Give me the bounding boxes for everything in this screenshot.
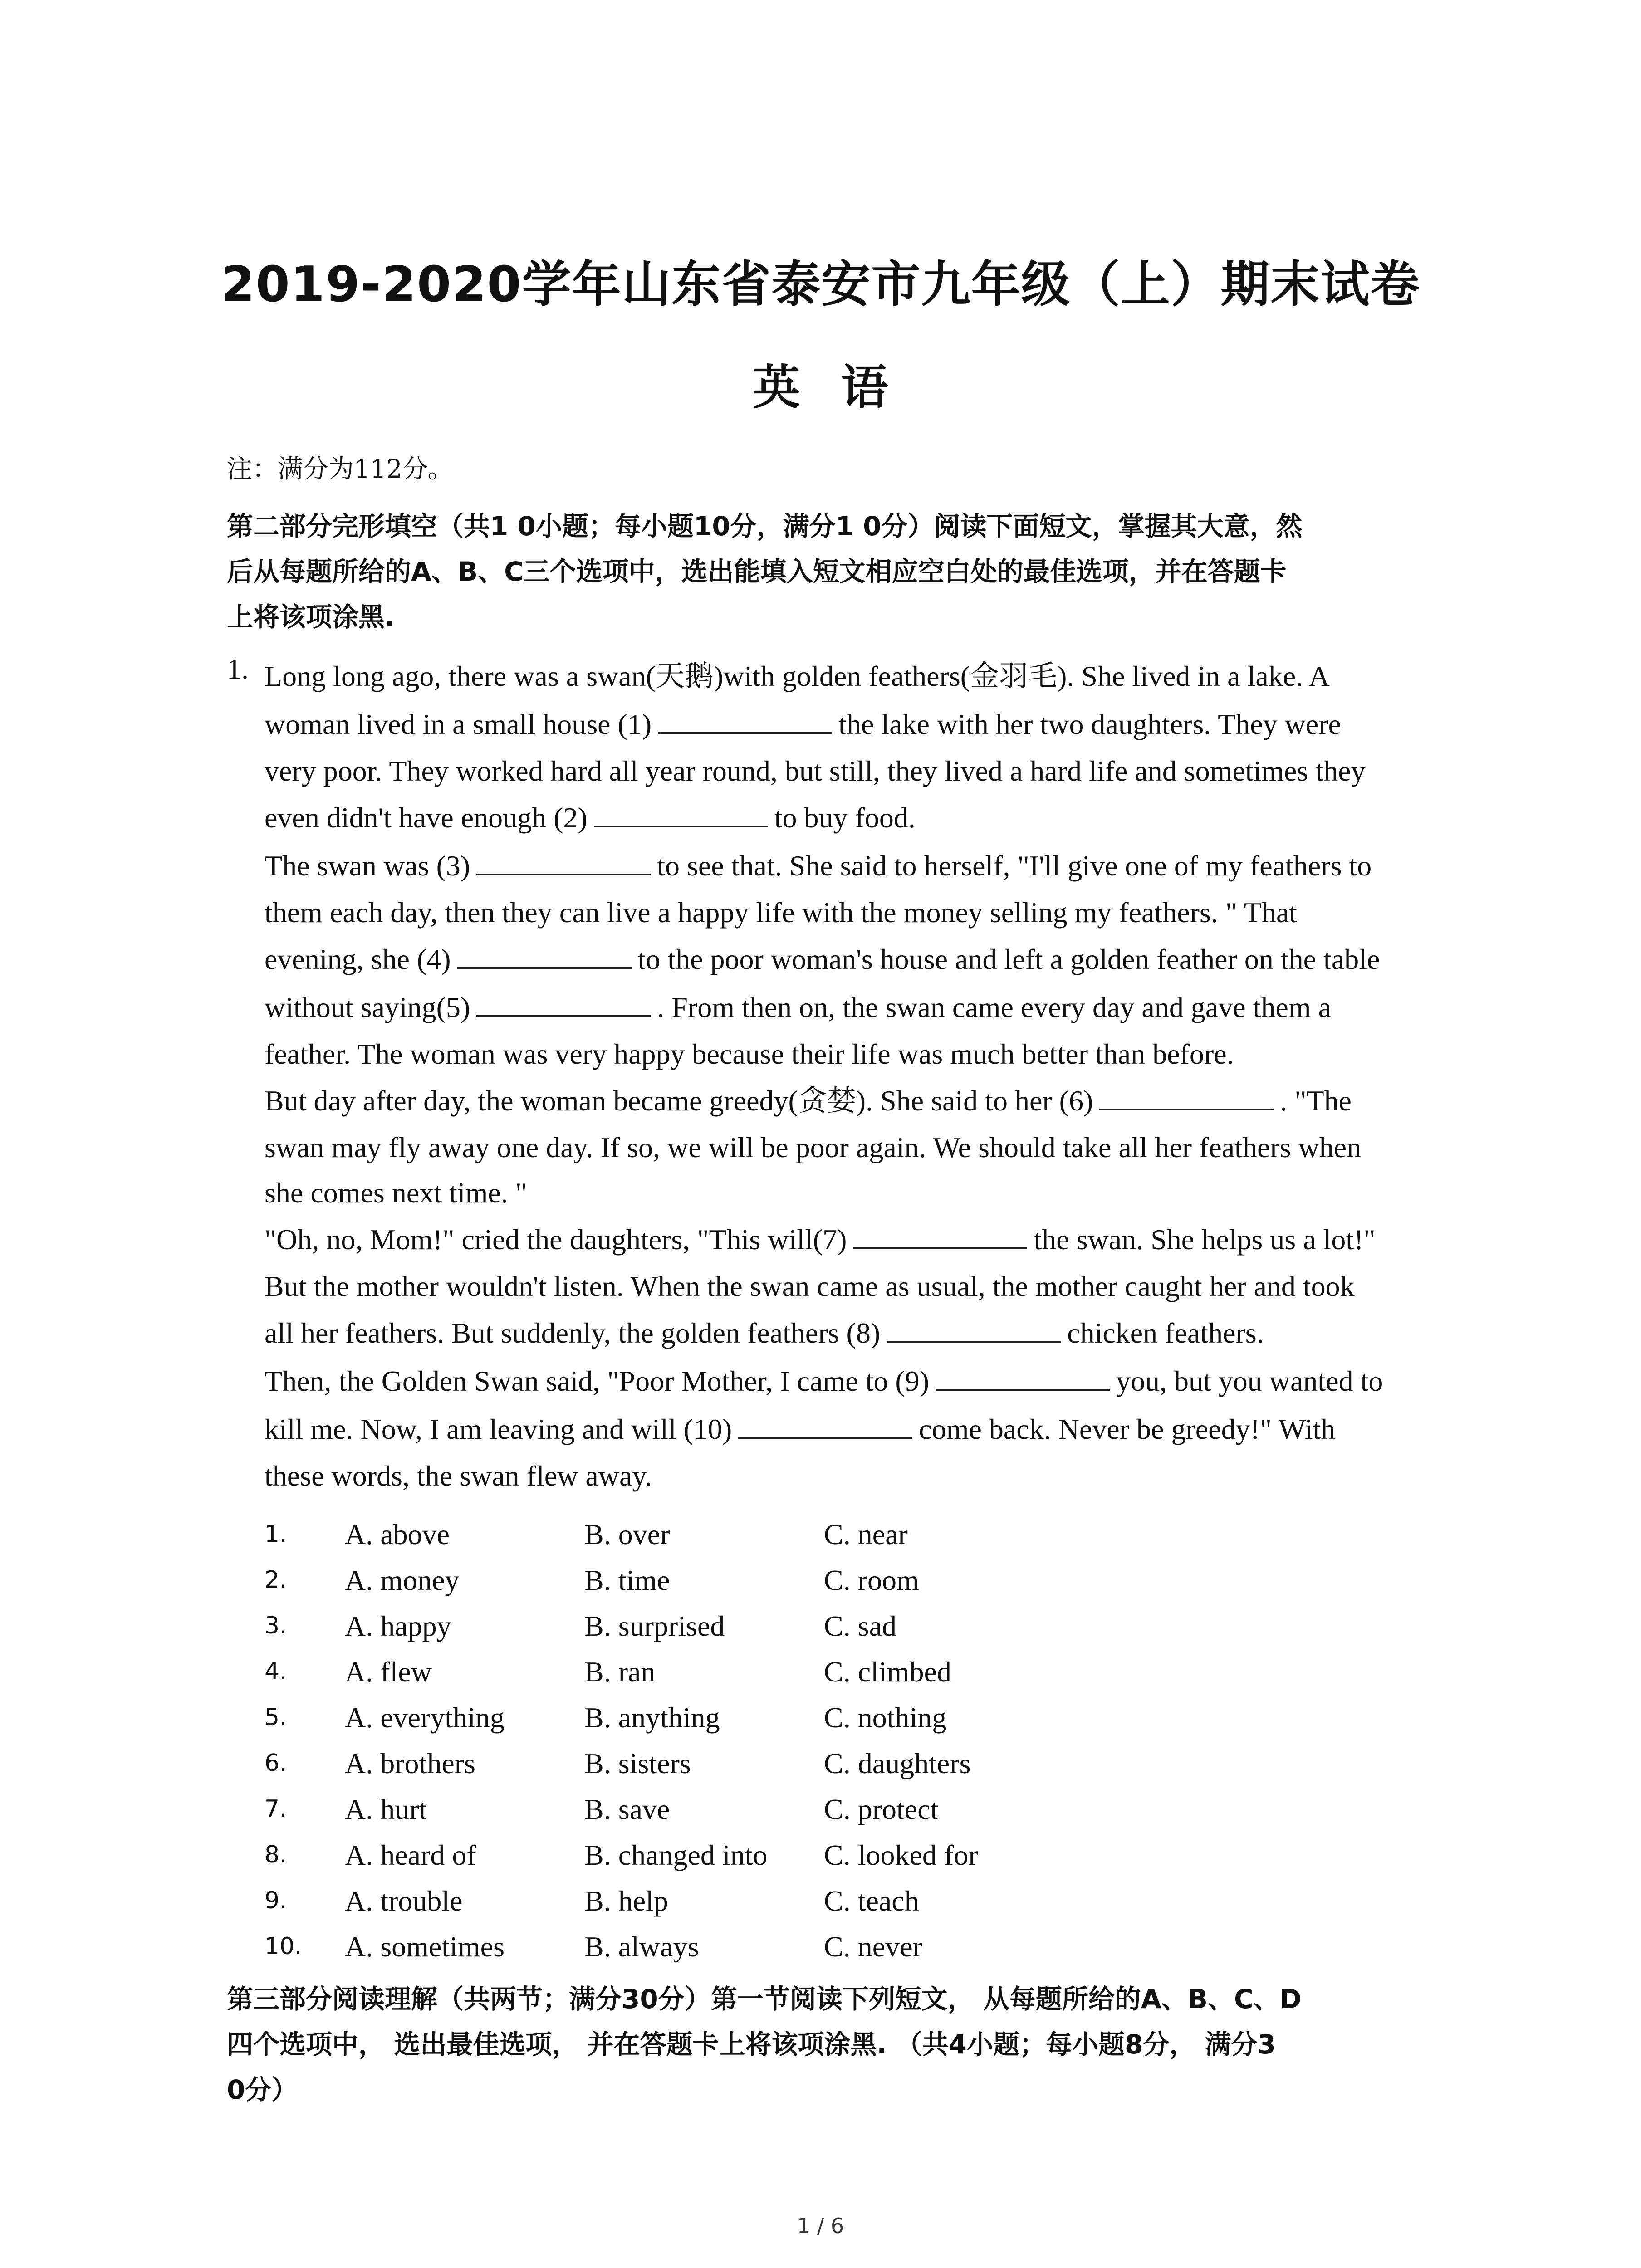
passage-text: without saying(5) xyxy=(265,991,470,1023)
option-choice-a: A. money xyxy=(345,1564,460,1596)
option-choice-a: A. trouble xyxy=(345,1885,463,1917)
passage-line xyxy=(265,1264,1444,1309)
passage-text: Then, the Golden Swan said, "Poor Mother, I came to (9) xyxy=(265,1365,929,1397)
passage-text: "Oh, no, Mom!" cried the daughters, "This will(7) xyxy=(265,1223,847,1256)
section-2-instructions xyxy=(227,503,1434,640)
option-choice-c: C. protect xyxy=(824,1793,939,1825)
option-choice-b: B. surprised xyxy=(584,1610,725,1642)
passage-line xyxy=(265,1309,1444,1357)
answer-blank xyxy=(658,705,832,734)
option-choice-c: C. nothing xyxy=(824,1701,947,1734)
passage-text: them each day, then they can live a happy life with the money selling my feathers. " That xyxy=(265,896,1298,929)
passage-line xyxy=(265,842,1444,890)
option-choice-b: B. time xyxy=(584,1564,670,1596)
option-choice-c: C. daughters xyxy=(824,1747,971,1779)
answer-blank xyxy=(457,940,632,969)
option-choice-c: C. teach xyxy=(824,1885,919,1917)
instruction-line: 上将该项涂黑. xyxy=(227,601,395,632)
answer-options xyxy=(265,1518,1399,1976)
passage-line xyxy=(265,794,1444,842)
option-number: 4. xyxy=(265,1658,287,1685)
passage-line xyxy=(265,1170,1444,1216)
option-choice-c: C. never xyxy=(824,1931,922,1963)
passage-text: . From then on, the swan came every day and gave them a xyxy=(657,991,1331,1023)
passage-text: these words, the swan flew away. xyxy=(265,1460,652,1492)
option-choice-c: C. room xyxy=(824,1564,919,1596)
answer-blank xyxy=(887,1314,1061,1343)
passage-text: But day after day, the woman became greedy(贪婪). She said to her (6) xyxy=(265,1085,1093,1117)
passage-text: you, but you wanted to xyxy=(1116,1365,1383,1397)
option-row xyxy=(265,1564,1399,1609)
answer-blank xyxy=(594,798,768,827)
option-number: 2. xyxy=(265,1566,287,1593)
passage-text: the lake with her two daughters. They were xyxy=(838,708,1341,740)
passage-line xyxy=(265,1077,1444,1125)
option-choice-c: C. near xyxy=(824,1518,908,1550)
option-choice-a: A. happy xyxy=(345,1610,451,1642)
answer-blank xyxy=(1099,1081,1274,1110)
passage-text: Long long ago, there was a swan(天鹅)with golden feathers(金羽毛). She lived in a lake. A xyxy=(265,660,1330,692)
instruction-line: 0分） xyxy=(227,2074,298,2105)
option-number: 1. xyxy=(265,1520,287,1548)
option-choice-b: B. anything xyxy=(584,1701,720,1734)
exam-title: 2019-2020学年山东省泰安市九年级（上）期末试卷 xyxy=(220,256,1421,313)
passage-text: evening, she (4) xyxy=(265,943,451,975)
passage-line xyxy=(265,1125,1444,1170)
answer-blank xyxy=(936,1362,1110,1391)
option-choice-a: A. flew xyxy=(345,1656,432,1688)
option-row xyxy=(265,1655,1399,1701)
option-choice-b: B. changed into xyxy=(584,1839,768,1871)
instruction-line: 后从每题所给的A、B、C三个选项中，选出能填入短文相应空白处的最佳选项，并在答题卡 xyxy=(227,556,1287,587)
instruction-line: 四个选项中， 选出最佳选项， 并在答题卡上将该项涂黑. （共4小题；每小题8分， 满分3 xyxy=(227,2029,1276,2060)
passage-text: to the poor woman's house and left a golden feather on the table xyxy=(637,943,1380,975)
option-choice-a: A. above xyxy=(345,1518,450,1550)
option-row xyxy=(265,1884,1399,1930)
passage-line xyxy=(265,890,1444,935)
option-choice-b: B. sisters xyxy=(584,1747,691,1779)
option-row xyxy=(265,1609,1399,1655)
option-choice-a: A. brothers xyxy=(345,1747,475,1779)
question-number: 1. xyxy=(227,653,249,685)
option-choice-a: A. sometimes xyxy=(345,1931,505,1963)
passage-text: to see that. She said to herself, "I'll give one of my feathers to xyxy=(657,850,1372,882)
option-number: 10. xyxy=(265,1933,302,1960)
passage-text: kill me. Now, I am leaving and will (10) xyxy=(265,1413,732,1445)
option-choice-b: B. ran xyxy=(584,1656,656,1688)
option-choice-c: C. looked for xyxy=(824,1839,978,1871)
passage-text: to buy food. xyxy=(774,802,916,834)
answer-blank xyxy=(738,1410,912,1439)
option-row xyxy=(265,1747,1399,1793)
option-choice-a: A. heard of xyxy=(345,1839,476,1871)
option-row xyxy=(265,1838,1399,1884)
option-choice-b: B. over xyxy=(584,1518,670,1550)
passage-text: But the mother wouldn't listen. When the swan came as usual, the mother caught her and took xyxy=(265,1270,1355,1302)
passage-line xyxy=(265,1405,1444,1453)
option-row xyxy=(265,1793,1399,1838)
option-number: 3. xyxy=(265,1612,287,1639)
option-number: 7. xyxy=(265,1795,287,1823)
option-number: 9. xyxy=(265,1887,287,1914)
answer-blank xyxy=(476,988,651,1017)
section-3-instructions xyxy=(227,1976,1434,2112)
passage-text: swan may fly away one day. If so, we will be poor again. We should take all her feathers when xyxy=(265,1131,1362,1163)
option-choice-b: B. save xyxy=(584,1793,670,1825)
passage-text: very poor. They worked hard all year round, but still, they lived a hard life and sometimes they xyxy=(265,755,1366,787)
passage-text: . "The xyxy=(1280,1085,1352,1117)
passage-text: The swan was (3) xyxy=(265,850,470,882)
passage-text: come back. Never be greedy!" With xyxy=(919,1413,1336,1445)
option-row xyxy=(265,1701,1399,1747)
answer-blank xyxy=(476,846,651,875)
option-number: 5. xyxy=(265,1704,287,1731)
cloze-passage xyxy=(265,652,1444,1499)
option-choice-c: C. sad xyxy=(824,1610,896,1642)
option-choice-b: B. always xyxy=(584,1931,699,1963)
option-number: 8. xyxy=(265,1841,287,1868)
option-choice-c: C. climbed xyxy=(824,1656,951,1688)
answer-blank xyxy=(853,1220,1027,1249)
passage-line xyxy=(265,935,1444,983)
passage-line xyxy=(265,983,1444,1031)
page-number: 1 / 6 xyxy=(797,2214,844,2238)
option-row xyxy=(265,1930,1399,1976)
passage-text: the swan. She helps us a lot!" xyxy=(1034,1223,1376,1256)
option-number: 6. xyxy=(265,1750,287,1777)
passage-line xyxy=(265,748,1444,794)
passage-text: chicken feathers. xyxy=(1067,1317,1264,1349)
option-choice-b: B. help xyxy=(584,1885,668,1917)
passage-text: all her feathers. But suddenly, the golden feathers (8) xyxy=(265,1317,881,1349)
passage-line xyxy=(265,1357,1444,1405)
option-choice-a: A. everything xyxy=(345,1701,505,1734)
passage-line xyxy=(265,1216,1444,1264)
instruction-line: 第三部分阅读理解（共两节；满分30分）第一节阅读下列短文， 从每题所给的A、B、C、D xyxy=(227,1984,1302,2014)
option-choice-a: A. hurt xyxy=(345,1793,427,1825)
subject-heading: 英语 xyxy=(753,360,929,415)
instruction-line: 第二部分完形填空（共1 0小题；每小题10分，满分1 0分）阅读下面短文，掌握其大意，然 xyxy=(227,511,1303,542)
passage-text: woman lived in a small house (1) xyxy=(265,708,652,740)
score-note: 注：满分为112分。 xyxy=(227,455,453,484)
passage-line xyxy=(265,652,1444,700)
passage-text: feather. The woman was very happy because their life was much better than before. xyxy=(265,1038,1234,1070)
passage-text: she comes next time. " xyxy=(265,1177,527,1209)
passage-text: even didn't have enough (2) xyxy=(265,802,588,834)
passage-line xyxy=(265,1031,1444,1077)
option-row xyxy=(265,1518,1399,1564)
passage-line xyxy=(265,700,1444,748)
passage-line xyxy=(265,1453,1444,1499)
